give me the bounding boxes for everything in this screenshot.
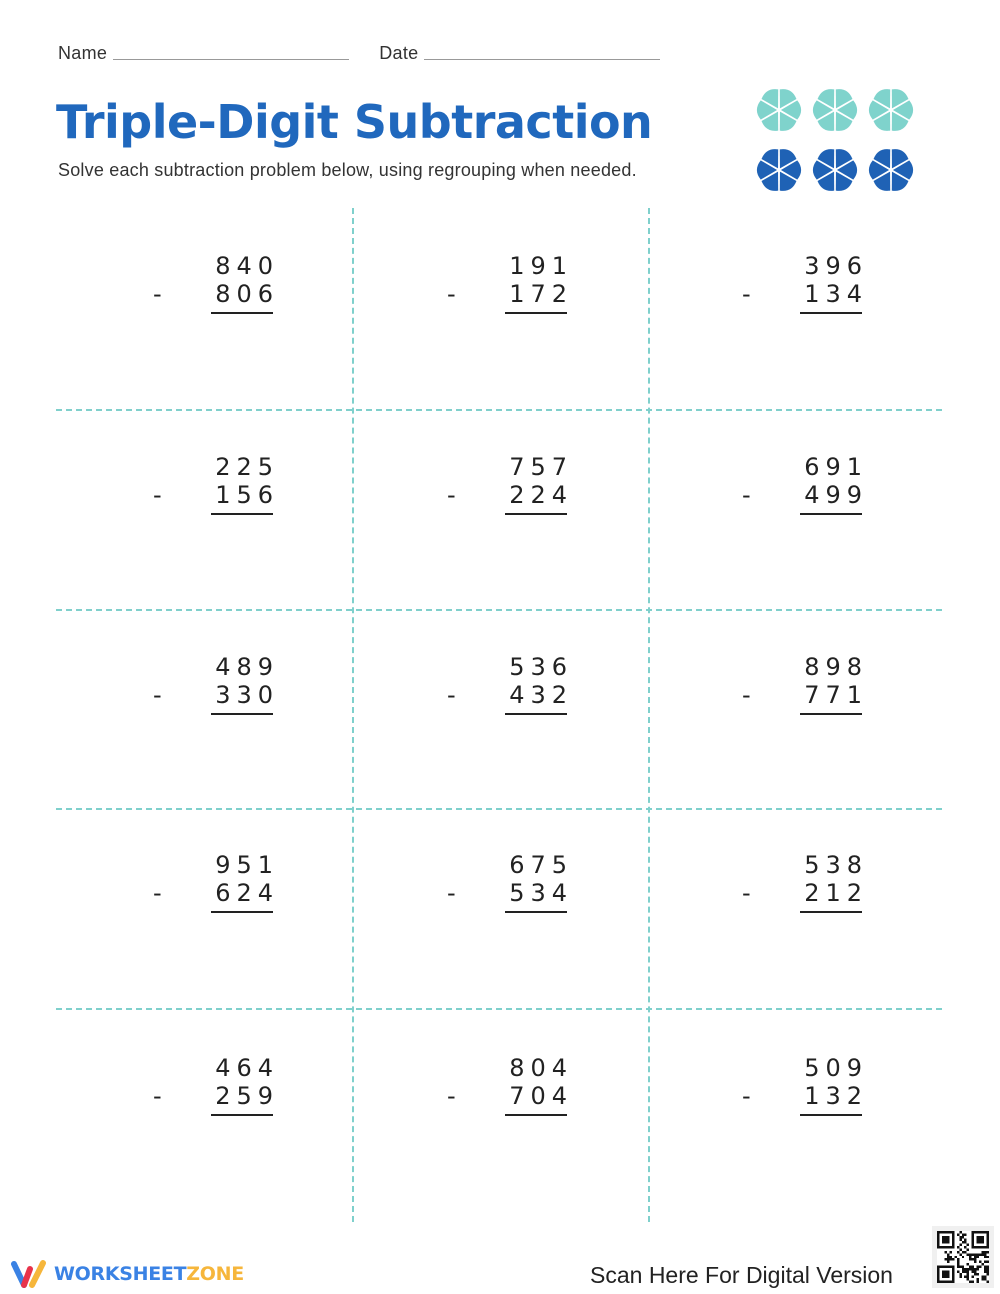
subtraction-problem xyxy=(153,453,279,509)
minus-sign: - xyxy=(447,681,456,709)
answer-line[interactable] xyxy=(505,713,567,715)
answer-line[interactable] xyxy=(800,713,862,715)
answer-line[interactable] xyxy=(800,911,862,913)
minus-sign: - xyxy=(447,879,456,907)
subtraction-problem xyxy=(447,453,573,509)
minuend: 840 xyxy=(215,252,279,280)
subtrahend: 132 xyxy=(804,1082,868,1110)
row-divider xyxy=(56,1008,942,1010)
minuend: 804 xyxy=(509,1054,573,1082)
answer-line[interactable] xyxy=(211,1114,273,1116)
subtrahend: 806 xyxy=(215,280,279,308)
subtraction-problem xyxy=(742,851,868,907)
subtrahend: 330 xyxy=(215,681,279,709)
answer-line[interactable] xyxy=(211,911,273,913)
minus-sign: - xyxy=(447,1082,456,1110)
subtrahend: 771 xyxy=(804,681,868,709)
subtraction-problem xyxy=(742,453,868,509)
minuend: 536 xyxy=(509,653,573,681)
subtrahend: 499 xyxy=(804,481,868,509)
subtrahend: 432 xyxy=(509,681,573,709)
answer-line[interactable] xyxy=(800,513,862,515)
flower-icon xyxy=(754,84,804,136)
flower-icon xyxy=(754,144,804,196)
subtraction-problem xyxy=(742,1054,868,1110)
minus-sign: - xyxy=(153,879,162,907)
minuend: 675 xyxy=(509,851,573,879)
minuend: 951 xyxy=(215,851,279,879)
subtrahend: 172 xyxy=(509,280,573,308)
subtraction-problem xyxy=(742,653,868,709)
row-divider xyxy=(56,808,942,810)
subtrahend: 624 xyxy=(215,879,279,907)
subtraction-problem xyxy=(447,851,573,907)
answer-line[interactable] xyxy=(505,911,567,913)
subtraction-problem xyxy=(742,252,868,308)
minus-sign: - xyxy=(447,481,456,509)
minuend: 225 xyxy=(215,453,279,481)
minus-sign: - xyxy=(153,280,162,308)
answer-line[interactable] xyxy=(211,713,273,715)
name-label: Name xyxy=(58,43,108,63)
subtraction-problem xyxy=(153,252,279,308)
minuend: 464 xyxy=(215,1054,279,1082)
minus-sign: - xyxy=(742,280,751,308)
answer-line[interactable] xyxy=(211,312,273,314)
subtraction-problem xyxy=(153,1054,279,1110)
subtraction-problem xyxy=(447,252,573,308)
minuend: 396 xyxy=(804,252,868,280)
subtraction-problem xyxy=(447,653,573,709)
minuend: 509 xyxy=(804,1054,868,1082)
answer-line[interactable] xyxy=(800,1114,862,1116)
scan-text: Scan Here For Digital Version xyxy=(590,1262,893,1288)
name-date-fields xyxy=(58,40,660,64)
minus-sign: - xyxy=(153,681,162,709)
minus-sign: - xyxy=(742,879,751,907)
instructions: Solve each subtraction problem below, using regrouping when needed. xyxy=(58,160,637,180)
row-divider xyxy=(56,609,942,611)
date-field[interactable] xyxy=(424,59,660,60)
name-field[interactable] xyxy=(113,59,349,60)
flower-decoration xyxy=(754,84,918,200)
minuend: 538 xyxy=(804,851,868,879)
subtrahend: 134 xyxy=(804,280,868,308)
subtraction-problem xyxy=(153,851,279,907)
minus-sign: - xyxy=(447,280,456,308)
qr-code-icon[interactable] xyxy=(932,1226,994,1288)
minus-sign: - xyxy=(153,1082,162,1110)
problem-grid xyxy=(56,208,942,1222)
subtrahend: 259 xyxy=(215,1082,279,1110)
minuend: 757 xyxy=(509,453,573,481)
subtrahend: 224 xyxy=(509,481,573,509)
flower-icon xyxy=(866,84,916,136)
minus-sign: - xyxy=(153,481,162,509)
subtrahend: 156 xyxy=(215,481,279,509)
subtrahend: 212 xyxy=(804,879,868,907)
minuend: 191 xyxy=(509,252,573,280)
subtraction-problem xyxy=(153,653,279,709)
flower-icon xyxy=(810,144,860,196)
date-label: Date xyxy=(379,43,419,63)
answer-line[interactable] xyxy=(211,513,273,515)
answer-line[interactable] xyxy=(505,1114,567,1116)
minuend: 489 xyxy=(215,653,279,681)
brand-name-part2: ZONE xyxy=(186,1263,244,1285)
page-title: Triple-Digit Subtraction xyxy=(56,95,653,149)
column-divider xyxy=(352,208,354,1222)
subtrahend: 534 xyxy=(509,879,573,907)
worksheet-zone-logo[interactable] xyxy=(10,1258,244,1290)
minus-sign: - xyxy=(742,1082,751,1110)
brand-name-part1: WORKSHEET xyxy=(54,1263,187,1285)
column-divider xyxy=(648,208,650,1222)
minuend: 898 xyxy=(804,653,868,681)
minus-sign: - xyxy=(742,681,751,709)
flower-icon xyxy=(866,144,916,196)
minus-sign: - xyxy=(742,481,751,509)
subtrahend: 704 xyxy=(509,1082,573,1110)
logo-icon xyxy=(10,1259,48,1289)
minuend: 691 xyxy=(804,453,868,481)
answer-line[interactable] xyxy=(800,312,862,314)
answer-line[interactable] xyxy=(505,513,567,515)
flower-icon xyxy=(810,84,860,136)
row-divider xyxy=(56,409,942,411)
answer-line[interactable] xyxy=(505,312,567,314)
subtraction-problem xyxy=(447,1054,573,1110)
